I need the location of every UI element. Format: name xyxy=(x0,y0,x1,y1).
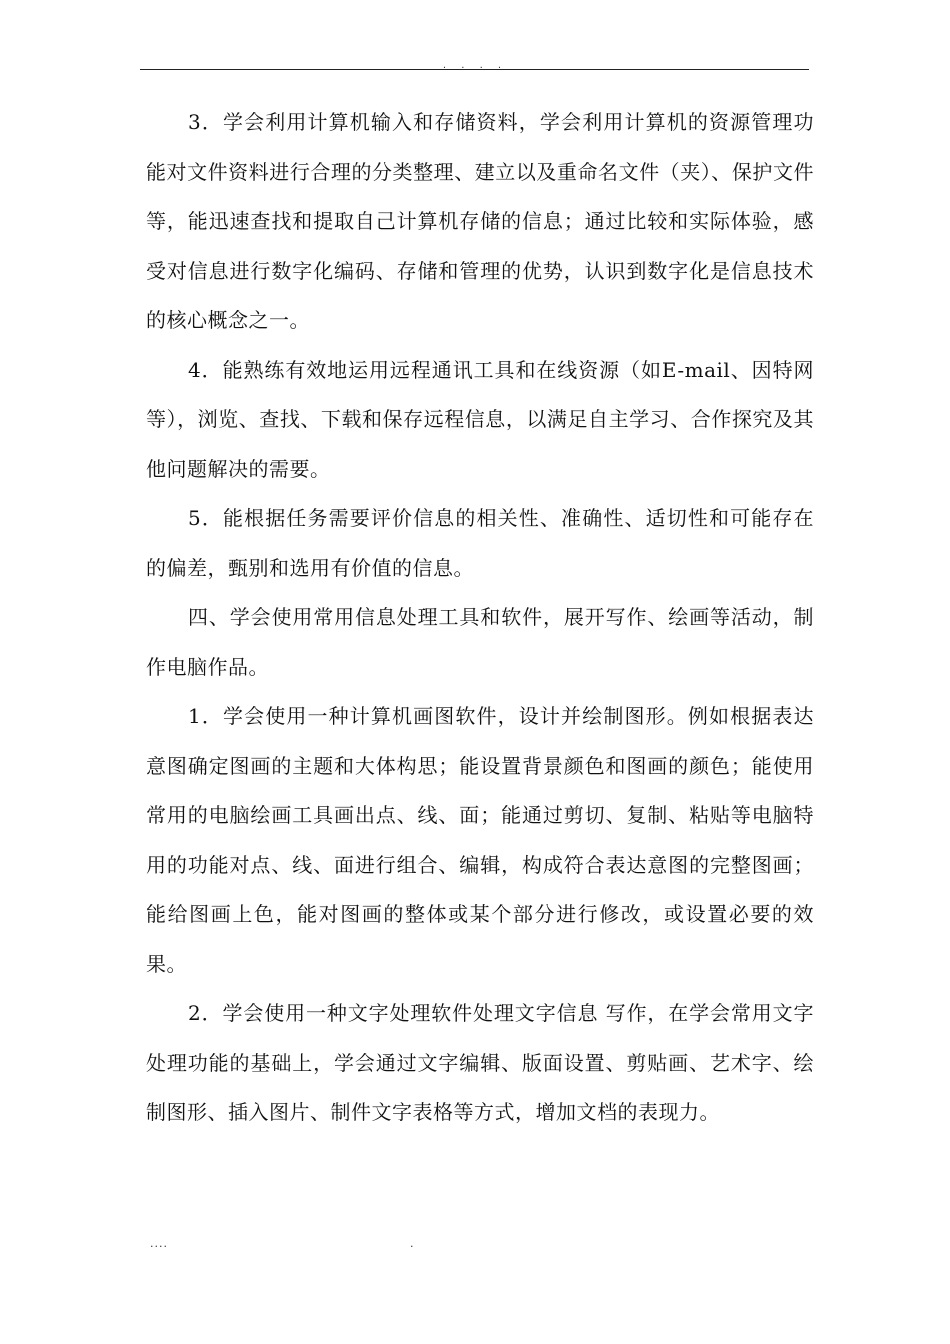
footer-left-dots: .... xyxy=(150,1237,168,1250)
footer-right-dot: . xyxy=(410,1237,414,1250)
page-header-dots: . . . . xyxy=(442,60,508,71)
paragraph-item-5: 5．能根据任务需要评价信息的相关性、准确性、适切性和可能存在的偏差，甄别和选用有价值的信息。 xyxy=(146,506,814,580)
paragraph-item-3: 3．学会利用计算机输入和存储资料，学会利用计算机的资源管理功能对文件资料进行合理的分类整理、建立以及重命名文件（夹）、保护文件等，能迅速查找和提取自己计算机存储的信息；通过比较和实际体验，感受对信息进行数字化编码、存储和管理的优势，认识到数字化是信息技术的核心概念之一。 xyxy=(146,110,814,332)
paragraph-item-2: 2．学会使用一种文字处理软件处理文字信息 写作，在学会常用文字处理功能的基础上，学会通过文字编辑、版面设置、剪贴画、艺术字、绘制图形、插入图片、制件文字表格等方式，增加文档的表现力。 xyxy=(146,1001,814,1124)
document-body xyxy=(146,98,814,1138)
paragraph-item-1: 1．学会使用一种计算机画图软件，设计并绘制图形。例如根据表达意图确定图画的主题和大体构思；能设置背景颜色和图画的颜色；能使用常用的电脑绘画工具画出点、线、面；能通过剪切、复制、粘贴等电脑特用的功能对点、线、面进行组合、编辑，构成符合表达意图的完整图画；能给图画上色，能对图画的整体或某个部分进行修改，或设置必要的效果。 xyxy=(146,704,814,976)
paragraph-item-4: 4．能熟练有效地运用远程通讯工具和在线资源（如E-mail、因特网等），浏览、查找、下载和保存远程信息，以满足自主学习、合作探究及其他问题解决的需要。 xyxy=(146,357,814,481)
section-heading-four: 四、学会使用常用信息处理工具和软件，展开写作、绘画等活动，制作电脑作品。 xyxy=(146,605,814,679)
header-rule xyxy=(140,69,809,70)
